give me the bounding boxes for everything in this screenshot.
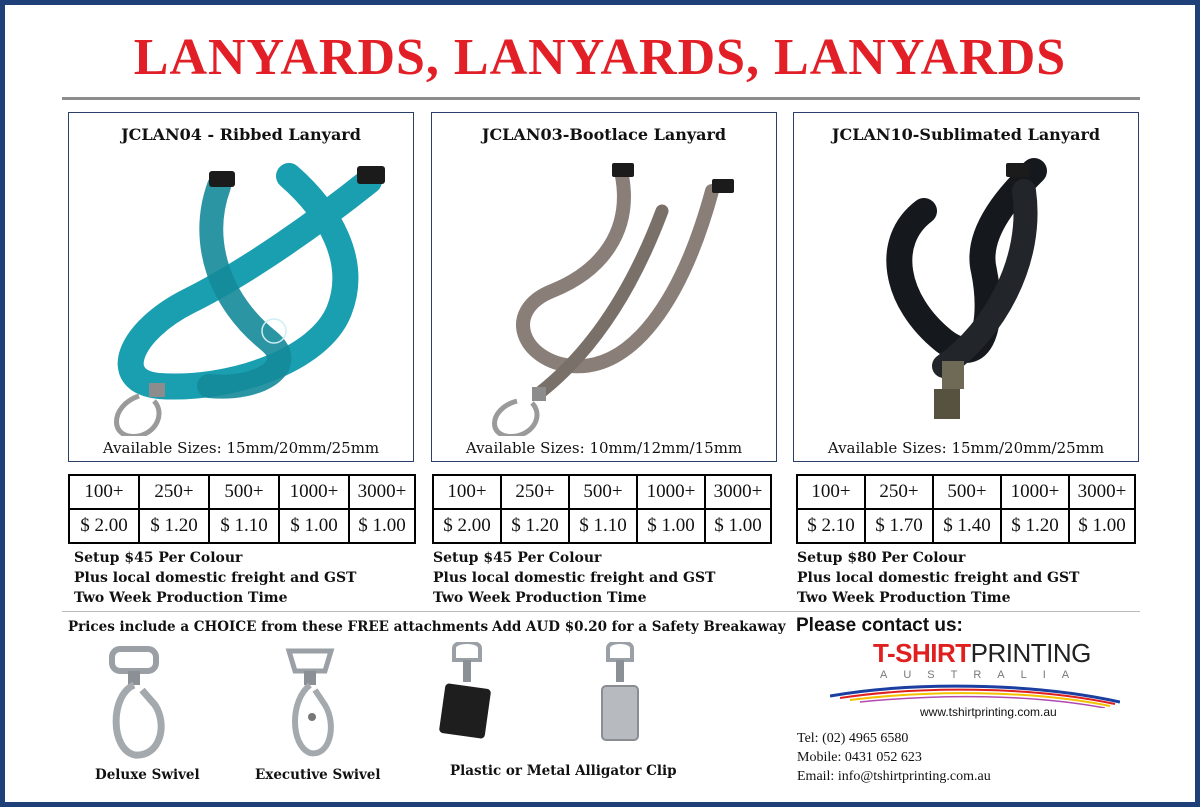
ribbed-lanyard-image [69,151,415,436]
production-note: Two Week Production Time [74,590,288,606]
tier-cell: 250+ [501,475,569,509]
quantity-tier-row [797,475,1135,509]
quantity-tier-row [433,475,771,509]
price-cell: $ 1.20 [139,509,209,543]
available-sizes: Available Sizes: 15mm/20mm/25mm [102,439,380,457]
title-divider [62,97,1140,100]
price-cell: $ 2.10 [797,509,865,543]
setup-note: Setup $45 Per Colour [74,550,243,566]
product-card-bootlace [431,112,777,462]
price-cell: $ 1.00 [1069,509,1135,543]
price-row [797,509,1135,543]
price-table-ribbed [68,474,416,544]
product-notes-sublimated [797,548,1079,608]
tier-cell: 500+ [569,475,637,509]
logo-subtitle: AUSTRALIA [880,669,1086,681]
price-row [69,509,415,543]
price-cell: $ 2.00 [69,509,139,543]
tier-cell: 100+ [797,475,865,509]
available-sizes: Available Sizes: 15mm/20mm/25mm [827,439,1105,457]
attachments-heading: Prices include a CHOICE from these FREE attachments [68,619,489,635]
setup-note: Setup $80 Per Colour [797,550,966,566]
price-cell: $ 1.40 [933,509,1001,543]
price-cell: $ 1.20 [501,509,569,543]
setup-note: Setup $45 Per Colour [433,550,602,566]
tier-cell: 500+ [209,475,279,509]
price-cell: $ 1.10 [569,509,637,543]
metal-alligator-clip-icon [590,642,650,747]
product-notes-ribbed [74,548,356,608]
production-note: Two Week Production Time [797,590,1011,606]
product-name: JCLAN04 - Ribbed Lanyard [121,125,361,144]
tier-cell: 3000+ [705,475,771,509]
price-table-sublimated [796,474,1136,544]
tier-cell: 1000+ [279,475,349,509]
tier-cell: 100+ [69,475,139,509]
contact-details [797,729,991,786]
bootlace-lanyard-image [432,151,778,436]
price-cell: $ 1.10 [209,509,279,543]
email[interactable]: Email: info@tshirtprinting.com.au [797,769,991,784]
price-cell: $ 1.00 [705,509,771,543]
tier-cell: 250+ [865,475,933,509]
deluxe-swivel-icon [100,645,175,760]
phone: Tel: (02) 4965 6580 [797,731,909,746]
plastic-alligator-clip-icon [432,642,502,747]
logo-text-red: T-SHIRT [873,638,971,668]
tier-cell: 3000+ [349,475,415,509]
tier-cell: 1000+ [637,475,705,509]
product-card-sublimated [793,112,1139,462]
breakaway-note: Add AUD $0.20 for a Safety Breakaway [492,619,786,635]
page-title: LANYARDS, LANYARDS, LANYARDS [133,29,1067,86]
price-cell: $ 1.00 [637,509,705,543]
logo-text-dark: PRINTING [970,638,1091,668]
attachment-label: Plastic or Metal Alligator Clip [450,763,677,779]
quantity-tier-row [69,475,415,509]
executive-swivel-icon [275,645,345,760]
production-note: Two Week Production Time [433,590,647,606]
freight-note: Plus local domestic freight and GST [797,570,1080,586]
tier-cell: 500+ [933,475,1001,509]
product-notes-bootlace [433,548,715,608]
product-name: JCLAN10-Sublimated Lanyard [831,125,1101,144]
attachment-label: Deluxe Swivel [95,767,200,783]
product-name: JCLAN03-Bootlace Lanyard [481,125,727,144]
tier-cell: 250+ [139,475,209,509]
mobile: Mobile: 0431 052 623 [797,750,922,765]
available-sizes: Available Sizes: 10mm/12mm/15mm [465,439,743,457]
price-cell: $ 1.00 [349,509,415,543]
sublimated-lanyard-image [794,151,1140,436]
product-card-ribbed [68,112,414,462]
website-url[interactable]: www.tshirtprinting.com.au [920,705,1057,719]
company-logo [873,638,1091,669]
price-cell: $ 1.70 [865,509,933,543]
freight-note: Plus local domestic freight and GST [74,570,357,586]
price-cell: $ 1.20 [1001,509,1069,543]
section-divider [62,611,1140,612]
tier-cell: 100+ [433,475,501,509]
price-cell: $ 1.00 [279,509,349,543]
price-table-bootlace [432,474,772,544]
contact-heading: Please contact us: [796,615,963,636]
tier-cell: 1000+ [1001,475,1069,509]
freight-note: Plus local domestic freight and GST [433,570,716,586]
price-row [433,509,771,543]
attachment-label: Executive Swivel [255,767,381,783]
tier-cell: 3000+ [1069,475,1135,509]
price-cell: $ 2.00 [433,509,501,543]
